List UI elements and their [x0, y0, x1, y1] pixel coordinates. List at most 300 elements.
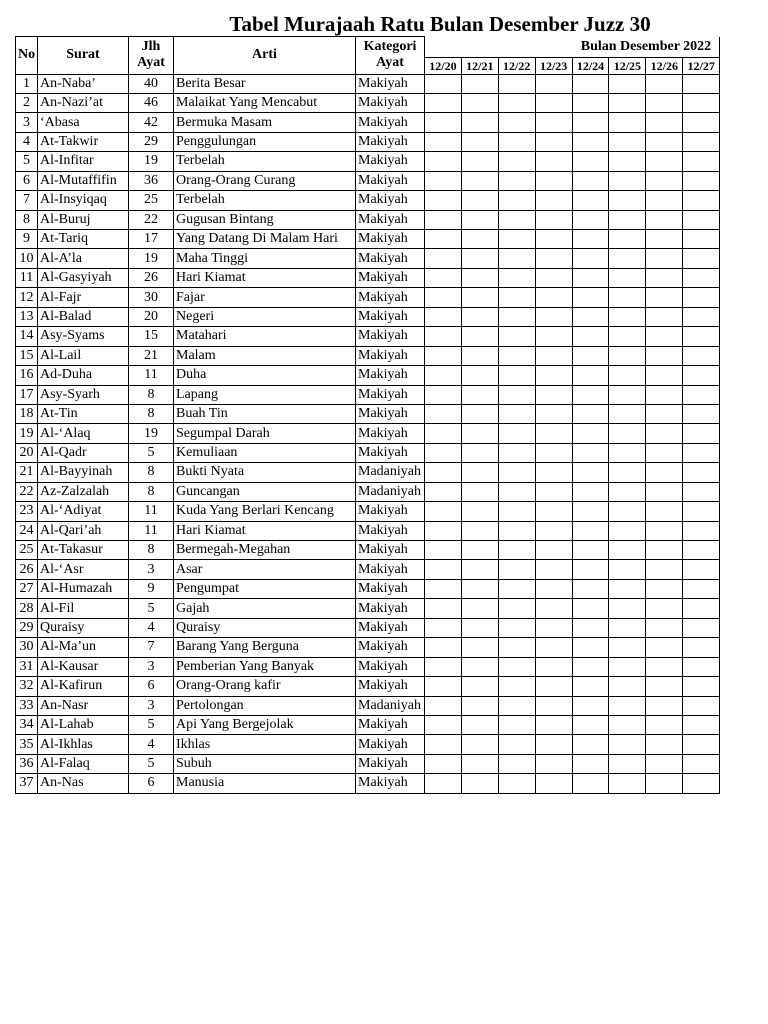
row-check-cell[interactable]: [646, 191, 683, 210]
row-check-cell[interactable]: [425, 502, 462, 521]
row-check-cell[interactable]: [683, 754, 720, 773]
row-check-cell[interactable]: [425, 249, 462, 268]
row-check-cell[interactable]: [461, 618, 498, 637]
row-check-cell[interactable]: [646, 230, 683, 249]
row-check-cell[interactable]: [572, 618, 609, 637]
row-check-cell[interactable]: [425, 774, 462, 793]
row-check-cell[interactable]: [498, 502, 535, 521]
row-check-cell[interactable]: [683, 210, 720, 229]
row-check-cell[interactable]: [646, 74, 683, 93]
row-check-cell[interactable]: [425, 132, 462, 151]
row-check-cell[interactable]: [572, 93, 609, 112]
row-check-cell[interactable]: [461, 346, 498, 365]
row-check-cell[interactable]: [572, 249, 609, 268]
row-check-cell[interactable]: [425, 307, 462, 326]
row-check-cell[interactable]: [498, 618, 535, 637]
row-check-cell[interactable]: [683, 249, 720, 268]
row-check-cell[interactable]: [572, 657, 609, 676]
row-check-cell[interactable]: [609, 307, 646, 326]
row-check-cell[interactable]: [683, 443, 720, 462]
row-check-cell[interactable]: [646, 463, 683, 482]
row-check-cell[interactable]: [425, 521, 462, 540]
row-check-cell[interactable]: [425, 366, 462, 385]
row-check-cell[interactable]: [646, 132, 683, 151]
row-check-cell[interactable]: [498, 93, 535, 112]
row-check-cell[interactable]: [535, 560, 572, 579]
row-check-cell[interactable]: [498, 210, 535, 229]
row-check-cell[interactable]: [572, 171, 609, 190]
row-check-cell[interactable]: [425, 327, 462, 346]
row-check-cell[interactable]: [498, 735, 535, 754]
row-check-cell[interactable]: [498, 404, 535, 423]
row-check-cell[interactable]: [498, 521, 535, 540]
row-check-cell[interactable]: [535, 404, 572, 423]
row-check-cell[interactable]: [461, 366, 498, 385]
row-check-cell[interactable]: [498, 307, 535, 326]
row-check-cell[interactable]: [425, 638, 462, 657]
row-check-cell[interactable]: [683, 463, 720, 482]
row-check-cell[interactable]: [609, 482, 646, 501]
row-check-cell[interactable]: [683, 541, 720, 560]
row-check-cell[interactable]: [646, 93, 683, 112]
row-check-cell[interactable]: [572, 385, 609, 404]
row-check-cell[interactable]: [535, 74, 572, 93]
row-check-cell[interactable]: [572, 210, 609, 229]
row-check-cell[interactable]: [683, 404, 720, 423]
row-check-cell[interactable]: [572, 599, 609, 618]
row-check-cell[interactable]: [461, 268, 498, 287]
row-check-cell[interactable]: [425, 463, 462, 482]
row-check-cell[interactable]: [646, 715, 683, 734]
row-check-cell[interactable]: [609, 404, 646, 423]
row-check-cell[interactable]: [498, 230, 535, 249]
row-check-cell[interactable]: [572, 715, 609, 734]
row-check-cell[interactable]: [535, 327, 572, 346]
row-check-cell[interactable]: [425, 696, 462, 715]
row-check-cell[interactable]: [461, 735, 498, 754]
row-check-cell[interactable]: [683, 385, 720, 404]
row-check-cell[interactable]: [683, 230, 720, 249]
row-check-cell[interactable]: [646, 638, 683, 657]
row-check-cell[interactable]: [535, 618, 572, 637]
row-check-cell[interactable]: [498, 638, 535, 657]
row-check-cell[interactable]: [498, 560, 535, 579]
row-check-cell[interactable]: [461, 171, 498, 190]
row-check-cell[interactable]: [498, 113, 535, 132]
row-check-cell[interactable]: [498, 463, 535, 482]
row-check-cell[interactable]: [498, 677, 535, 696]
row-check-cell[interactable]: [683, 657, 720, 676]
row-check-cell[interactable]: [461, 191, 498, 210]
row-check-cell[interactable]: [498, 599, 535, 618]
row-check-cell[interactable]: [683, 113, 720, 132]
row-check-cell[interactable]: [461, 113, 498, 132]
row-check-cell[interactable]: [572, 268, 609, 287]
row-check-cell[interactable]: [498, 74, 535, 93]
row-check-cell[interactable]: [498, 327, 535, 346]
row-check-cell[interactable]: [572, 74, 609, 93]
row-check-cell[interactable]: [609, 74, 646, 93]
row-check-cell[interactable]: [498, 288, 535, 307]
row-check-cell[interactable]: [498, 657, 535, 676]
row-check-cell[interactable]: [609, 521, 646, 540]
row-check-cell[interactable]: [683, 482, 720, 501]
row-check-cell[interactable]: [683, 366, 720, 385]
row-check-cell[interactable]: [609, 210, 646, 229]
row-check-cell[interactable]: [609, 657, 646, 676]
row-check-cell[interactable]: [609, 366, 646, 385]
row-check-cell[interactable]: [683, 521, 720, 540]
row-check-cell[interactable]: [609, 715, 646, 734]
row-check-cell[interactable]: [683, 132, 720, 151]
row-check-cell[interactable]: [535, 191, 572, 210]
row-check-cell[interactable]: [535, 638, 572, 657]
row-check-cell[interactable]: [425, 210, 462, 229]
row-check-cell[interactable]: [683, 696, 720, 715]
row-check-cell[interactable]: [425, 657, 462, 676]
row-check-cell[interactable]: [498, 696, 535, 715]
row-check-cell[interactable]: [646, 307, 683, 326]
row-check-cell[interactable]: [572, 735, 609, 754]
row-check-cell[interactable]: [683, 579, 720, 598]
row-check-cell[interactable]: [425, 754, 462, 773]
row-check-cell[interactable]: [646, 677, 683, 696]
row-check-cell[interactable]: [425, 735, 462, 754]
row-check-cell[interactable]: [461, 385, 498, 404]
row-check-cell[interactable]: [461, 230, 498, 249]
row-check-cell[interactable]: [609, 638, 646, 657]
row-check-cell[interactable]: [425, 152, 462, 171]
row-check-cell[interactable]: [498, 132, 535, 151]
row-check-cell[interactable]: [425, 230, 462, 249]
row-check-cell[interactable]: [535, 113, 572, 132]
row-check-cell[interactable]: [425, 404, 462, 423]
row-check-cell[interactable]: [609, 268, 646, 287]
row-check-cell[interactable]: [461, 657, 498, 676]
row-check-cell[interactable]: [535, 132, 572, 151]
row-check-cell[interactable]: [461, 579, 498, 598]
row-check-cell[interactable]: [498, 366, 535, 385]
row-check-cell[interactable]: [572, 152, 609, 171]
row-check-cell[interactable]: [425, 268, 462, 287]
row-check-cell[interactable]: [609, 696, 646, 715]
row-check-cell[interactable]: [425, 677, 462, 696]
row-check-cell[interactable]: [572, 521, 609, 540]
row-check-cell[interactable]: [461, 560, 498, 579]
row-check-cell[interactable]: [461, 288, 498, 307]
row-check-cell[interactable]: [572, 696, 609, 715]
row-check-cell[interactable]: [572, 638, 609, 657]
row-check-cell[interactable]: [646, 327, 683, 346]
row-check-cell[interactable]: [609, 171, 646, 190]
row-check-cell[interactable]: [609, 327, 646, 346]
row-check-cell[interactable]: [535, 443, 572, 462]
row-check-cell[interactable]: [646, 113, 683, 132]
row-check-cell[interactable]: [425, 424, 462, 443]
row-check-cell[interactable]: [498, 385, 535, 404]
row-check-cell[interactable]: [535, 346, 572, 365]
row-check-cell[interactable]: [609, 443, 646, 462]
row-check-cell[interactable]: [646, 288, 683, 307]
row-check-cell[interactable]: [572, 754, 609, 773]
row-check-cell[interactable]: [646, 696, 683, 715]
row-check-cell[interactable]: [646, 521, 683, 540]
row-check-cell[interactable]: [461, 774, 498, 793]
row-check-cell[interactable]: [535, 424, 572, 443]
row-check-cell[interactable]: [461, 482, 498, 501]
row-check-cell[interactable]: [609, 152, 646, 171]
row-check-cell[interactable]: [535, 210, 572, 229]
row-check-cell[interactable]: [683, 502, 720, 521]
row-check-cell[interactable]: [572, 541, 609, 560]
row-check-cell[interactable]: [535, 366, 572, 385]
row-check-cell[interactable]: [572, 560, 609, 579]
row-check-cell[interactable]: [498, 268, 535, 287]
row-check-cell[interactable]: [425, 93, 462, 112]
row-check-cell[interactable]: [461, 541, 498, 560]
row-check-cell[interactable]: [683, 638, 720, 657]
row-check-cell[interactable]: [572, 424, 609, 443]
row-check-cell[interactable]: [646, 599, 683, 618]
row-check-cell[interactable]: [609, 463, 646, 482]
row-check-cell[interactable]: [535, 599, 572, 618]
row-check-cell[interactable]: [646, 210, 683, 229]
row-check-cell[interactable]: [498, 579, 535, 598]
row-check-cell[interactable]: [425, 346, 462, 365]
row-check-cell[interactable]: [425, 541, 462, 560]
row-check-cell[interactable]: [572, 113, 609, 132]
row-check-cell[interactable]: [461, 307, 498, 326]
row-check-cell[interactable]: [646, 404, 683, 423]
row-check-cell[interactable]: [572, 443, 609, 462]
row-check-cell[interactable]: [535, 502, 572, 521]
row-check-cell[interactable]: [461, 638, 498, 657]
row-check-cell[interactable]: [498, 443, 535, 462]
row-check-cell[interactable]: [425, 443, 462, 462]
row-check-cell[interactable]: [535, 521, 572, 540]
row-check-cell[interactable]: [683, 677, 720, 696]
row-check-cell[interactable]: [461, 599, 498, 618]
row-check-cell[interactable]: [646, 249, 683, 268]
row-check-cell[interactable]: [535, 385, 572, 404]
row-check-cell[interactable]: [646, 385, 683, 404]
row-check-cell[interactable]: [535, 696, 572, 715]
row-check-cell[interactable]: [498, 171, 535, 190]
row-check-cell[interactable]: [535, 735, 572, 754]
row-check-cell[interactable]: [646, 424, 683, 443]
row-check-cell[interactable]: [461, 249, 498, 268]
row-check-cell[interactable]: [572, 404, 609, 423]
row-check-cell[interactable]: [609, 774, 646, 793]
row-check-cell[interactable]: [461, 754, 498, 773]
row-check-cell[interactable]: [646, 618, 683, 637]
header-date: 12/21: [461, 57, 498, 74]
row-check-cell[interactable]: [609, 191, 646, 210]
row-check-cell[interactable]: [609, 599, 646, 618]
row-check-cell[interactable]: [609, 230, 646, 249]
row-check-cell[interactable]: [461, 74, 498, 93]
row-check-cell[interactable]: [498, 482, 535, 501]
row-check-cell[interactable]: [572, 327, 609, 346]
row-check-cell[interactable]: [461, 696, 498, 715]
row-check-cell[interactable]: [609, 249, 646, 268]
row-check-cell[interactable]: [609, 132, 646, 151]
row-check-cell[interactable]: [498, 346, 535, 365]
row-check-cell[interactable]: [535, 677, 572, 696]
row-check-cell[interactable]: [461, 132, 498, 151]
row-check-cell[interactable]: [425, 599, 462, 618]
row-check-cell[interactable]: [535, 774, 572, 793]
row-no-cell: 17: [16, 385, 38, 404]
row-check-cell[interactable]: [461, 677, 498, 696]
row-check-cell[interactable]: [683, 327, 720, 346]
row-check-cell[interactable]: [535, 152, 572, 171]
header-month: Bulan Desember 2022: [425, 37, 720, 58]
row-check-cell[interactable]: [572, 677, 609, 696]
row-check-cell[interactable]: [425, 618, 462, 637]
row-check-cell[interactable]: [646, 735, 683, 754]
row-check-cell[interactable]: [609, 754, 646, 773]
row-check-cell[interactable]: [609, 93, 646, 112]
row-check-cell[interactable]: [646, 774, 683, 793]
row-check-cell[interactable]: [683, 191, 720, 210]
row-check-cell[interactable]: [683, 346, 720, 365]
row-check-cell[interactable]: [646, 754, 683, 773]
row-check-cell[interactable]: [425, 560, 462, 579]
row-check-cell[interactable]: [646, 502, 683, 521]
row-check-cell[interactable]: [535, 579, 572, 598]
row-check-cell[interactable]: [425, 288, 462, 307]
row-check-cell[interactable]: [498, 249, 535, 268]
row-check-cell[interactable]: [683, 171, 720, 190]
row-check-cell[interactable]: [498, 541, 535, 560]
row-check-cell[interactable]: [425, 579, 462, 598]
row-check-cell[interactable]: [683, 288, 720, 307]
row-check-cell[interactable]: [535, 288, 572, 307]
row-check-cell[interactable]: [646, 482, 683, 501]
row-check-cell[interactable]: [425, 113, 462, 132]
row-check-cell[interactable]: [609, 113, 646, 132]
row-check-cell[interactable]: [609, 346, 646, 365]
row-check-cell[interactable]: [646, 541, 683, 560]
row-check-cell[interactable]: [646, 171, 683, 190]
row-check-cell[interactable]: [609, 385, 646, 404]
row-check-cell[interactable]: [461, 443, 498, 462]
row-check-cell[interactable]: [461, 152, 498, 171]
row-check-cell[interactable]: [498, 424, 535, 443]
row-check-cell[interactable]: [535, 541, 572, 560]
row-check-cell[interactable]: [425, 171, 462, 190]
row-check-cell[interactable]: [646, 346, 683, 365]
row-check-cell[interactable]: [646, 560, 683, 579]
row-check-cell[interactable]: [683, 93, 720, 112]
row-check-cell[interactable]: [461, 404, 498, 423]
row-check-cell[interactable]: [609, 288, 646, 307]
row-check-cell[interactable]: [609, 735, 646, 754]
row-check-cell[interactable]: [461, 327, 498, 346]
row-check-cell[interactable]: [683, 424, 720, 443]
row-check-cell[interactable]: [498, 191, 535, 210]
row-check-cell[interactable]: [535, 754, 572, 773]
row-check-cell[interactable]: [683, 618, 720, 637]
row-check-cell[interactable]: [535, 268, 572, 287]
row-check-cell[interactable]: [609, 560, 646, 579]
row-check-cell[interactable]: [572, 579, 609, 598]
row-check-cell[interactable]: [609, 579, 646, 598]
row-check-cell[interactable]: [609, 541, 646, 560]
row-check-cell[interactable]: [572, 774, 609, 793]
row-check-cell[interactable]: [572, 191, 609, 210]
row-check-cell[interactable]: [572, 366, 609, 385]
row-check-cell[interactable]: [498, 774, 535, 793]
row-check-cell[interactable]: [646, 152, 683, 171]
row-check-cell[interactable]: [572, 288, 609, 307]
row-check-cell[interactable]: [683, 735, 720, 754]
row-check-cell[interactable]: [535, 463, 572, 482]
row-check-cell[interactable]: [572, 502, 609, 521]
row-check-cell[interactable]: [572, 307, 609, 326]
row-check-cell[interactable]: [646, 579, 683, 598]
row-check-cell[interactable]: [535, 482, 572, 501]
row-check-cell[interactable]: [461, 521, 498, 540]
row-check-cell[interactable]: [683, 152, 720, 171]
row-check-cell[interactable]: [535, 715, 572, 734]
row-check-cell[interactable]: [572, 132, 609, 151]
row-check-cell[interactable]: [646, 366, 683, 385]
row-check-cell[interactable]: [683, 560, 720, 579]
row-check-cell[interactable]: [683, 599, 720, 618]
row-check-cell[interactable]: [572, 230, 609, 249]
row-check-cell[interactable]: [535, 230, 572, 249]
row-check-cell[interactable]: [535, 171, 572, 190]
row-check-cell[interactable]: [425, 715, 462, 734]
row-check-cell[interactable]: [646, 657, 683, 676]
row-check-cell[interactable]: [572, 482, 609, 501]
row-check-cell[interactable]: [683, 307, 720, 326]
row-check-cell[interactable]: [535, 93, 572, 112]
row-check-cell[interactable]: [461, 715, 498, 734]
row-check-cell[interactable]: [609, 618, 646, 637]
row-check-cell[interactable]: [425, 191, 462, 210]
row-check-cell[interactable]: [646, 443, 683, 462]
row-check-cell[interactable]: [498, 152, 535, 171]
row-check-cell[interactable]: [572, 346, 609, 365]
table-row: [16, 307, 720, 326]
row-check-cell[interactable]: [461, 210, 498, 229]
row-check-cell[interactable]: [646, 268, 683, 287]
row-check-cell[interactable]: [535, 657, 572, 676]
row-check-cell[interactable]: [425, 74, 462, 93]
row-check-cell[interactable]: [498, 754, 535, 773]
row-check-cell[interactable]: [683, 268, 720, 287]
row-check-cell[interactable]: [461, 93, 498, 112]
row-check-cell[interactable]: [683, 715, 720, 734]
row-check-cell[interactable]: [572, 463, 609, 482]
row-check-cell[interactable]: [461, 502, 498, 521]
row-check-cell[interactable]: [683, 774, 720, 793]
row-check-cell[interactable]: [425, 482, 462, 501]
row-check-cell[interactable]: [683, 74, 720, 93]
row-check-cell[interactable]: [535, 307, 572, 326]
row-check-cell[interactable]: [609, 502, 646, 521]
row-check-cell[interactable]: [609, 677, 646, 696]
row-check-cell[interactable]: [461, 424, 498, 443]
row-check-cell[interactable]: [498, 715, 535, 734]
row-check-cell[interactable]: [461, 463, 498, 482]
row-check-cell[interactable]: [535, 249, 572, 268]
row-check-cell[interactable]: [425, 385, 462, 404]
row-check-cell[interactable]: [609, 424, 646, 443]
